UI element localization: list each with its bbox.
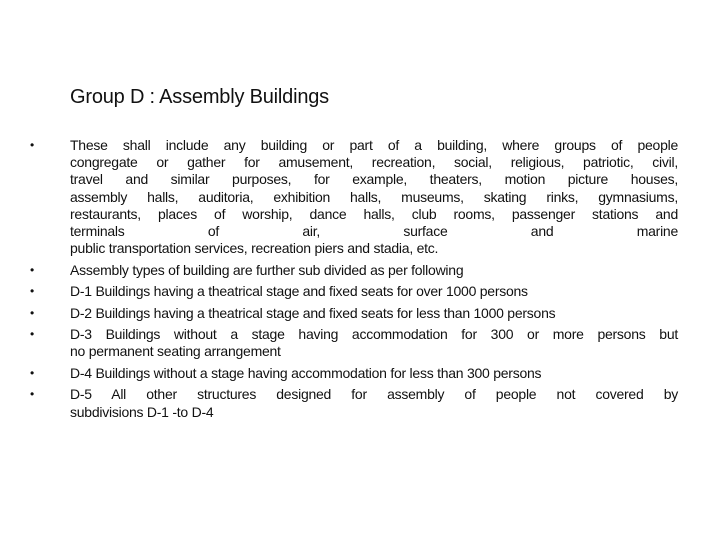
bullet-icon: • bbox=[30, 365, 35, 380]
bullet-icon: • bbox=[30, 138, 35, 152]
list-item-text-line: D-2 Buildings having a theatrical stage and fixed seats for less than 1000 persons bbox=[70, 304, 556, 321]
list-item bbox=[30, 365, 678, 382]
list-item-text-line: congregate or gather for amusement, recreation, social, religious, patriotic, civil, bbox=[70, 154, 678, 171]
list-item bbox=[30, 386, 678, 420]
list-item bbox=[30, 262, 678, 279]
bullet-icon: • bbox=[30, 327, 35, 342]
list-item-text-line: no permanent seating arrangement bbox=[70, 343, 281, 360]
list-item-text-line: D-3 Buildings without a stage having accommodation for 300 or more persons but bbox=[70, 326, 678, 343]
slide-title: Group D : Assembly Buildings bbox=[70, 86, 329, 108]
list-item-text-line: public transportation services, recreation piers and stadia, etc. bbox=[70, 240, 439, 257]
list-item-text-line: assembly halls, auditoria, exhibition halls, museums, skating rinks, gymnasiums, bbox=[70, 188, 678, 205]
list-item bbox=[30, 305, 678, 322]
list-item-text-line: terminals of air, surface and marine bbox=[70, 223, 678, 240]
list-item-text-line: D-5 All other structures designed for assembly of people not covered by bbox=[70, 386, 678, 403]
list-item-text-line: subdivisions D-1 -to D-4 bbox=[70, 403, 214, 420]
list-item bbox=[30, 326, 678, 360]
list-item-text-line: travel and similar purposes, for example, theaters, motion picture houses, bbox=[70, 171, 678, 188]
list-item-text-line: restaurants, places of worship, dance halls, club rooms, passenger stations and bbox=[70, 205, 678, 222]
list-item-text-line: These shall include any building or part of a building, where groups of people bbox=[70, 137, 678, 153]
list-item-text-line: D-1 Buildings having a theatrical stage and fixed seats for over 1000 persons bbox=[70, 283, 528, 300]
list-item-text-line: D-4 Buildings without a stage having accommodation for less than 300 persons bbox=[70, 364, 542, 381]
bullet-icon: • bbox=[30, 387, 35, 402]
bullet-list bbox=[30, 137, 678, 425]
list-item bbox=[30, 283, 678, 300]
bullet-icon: • bbox=[30, 284, 35, 299]
bullet-icon: • bbox=[30, 305, 35, 320]
list-item bbox=[30, 137, 678, 257]
bullet-icon: • bbox=[30, 262, 35, 277]
list-item-text-line: Assembly types of building are further sub divided as per following bbox=[70, 261, 464, 278]
